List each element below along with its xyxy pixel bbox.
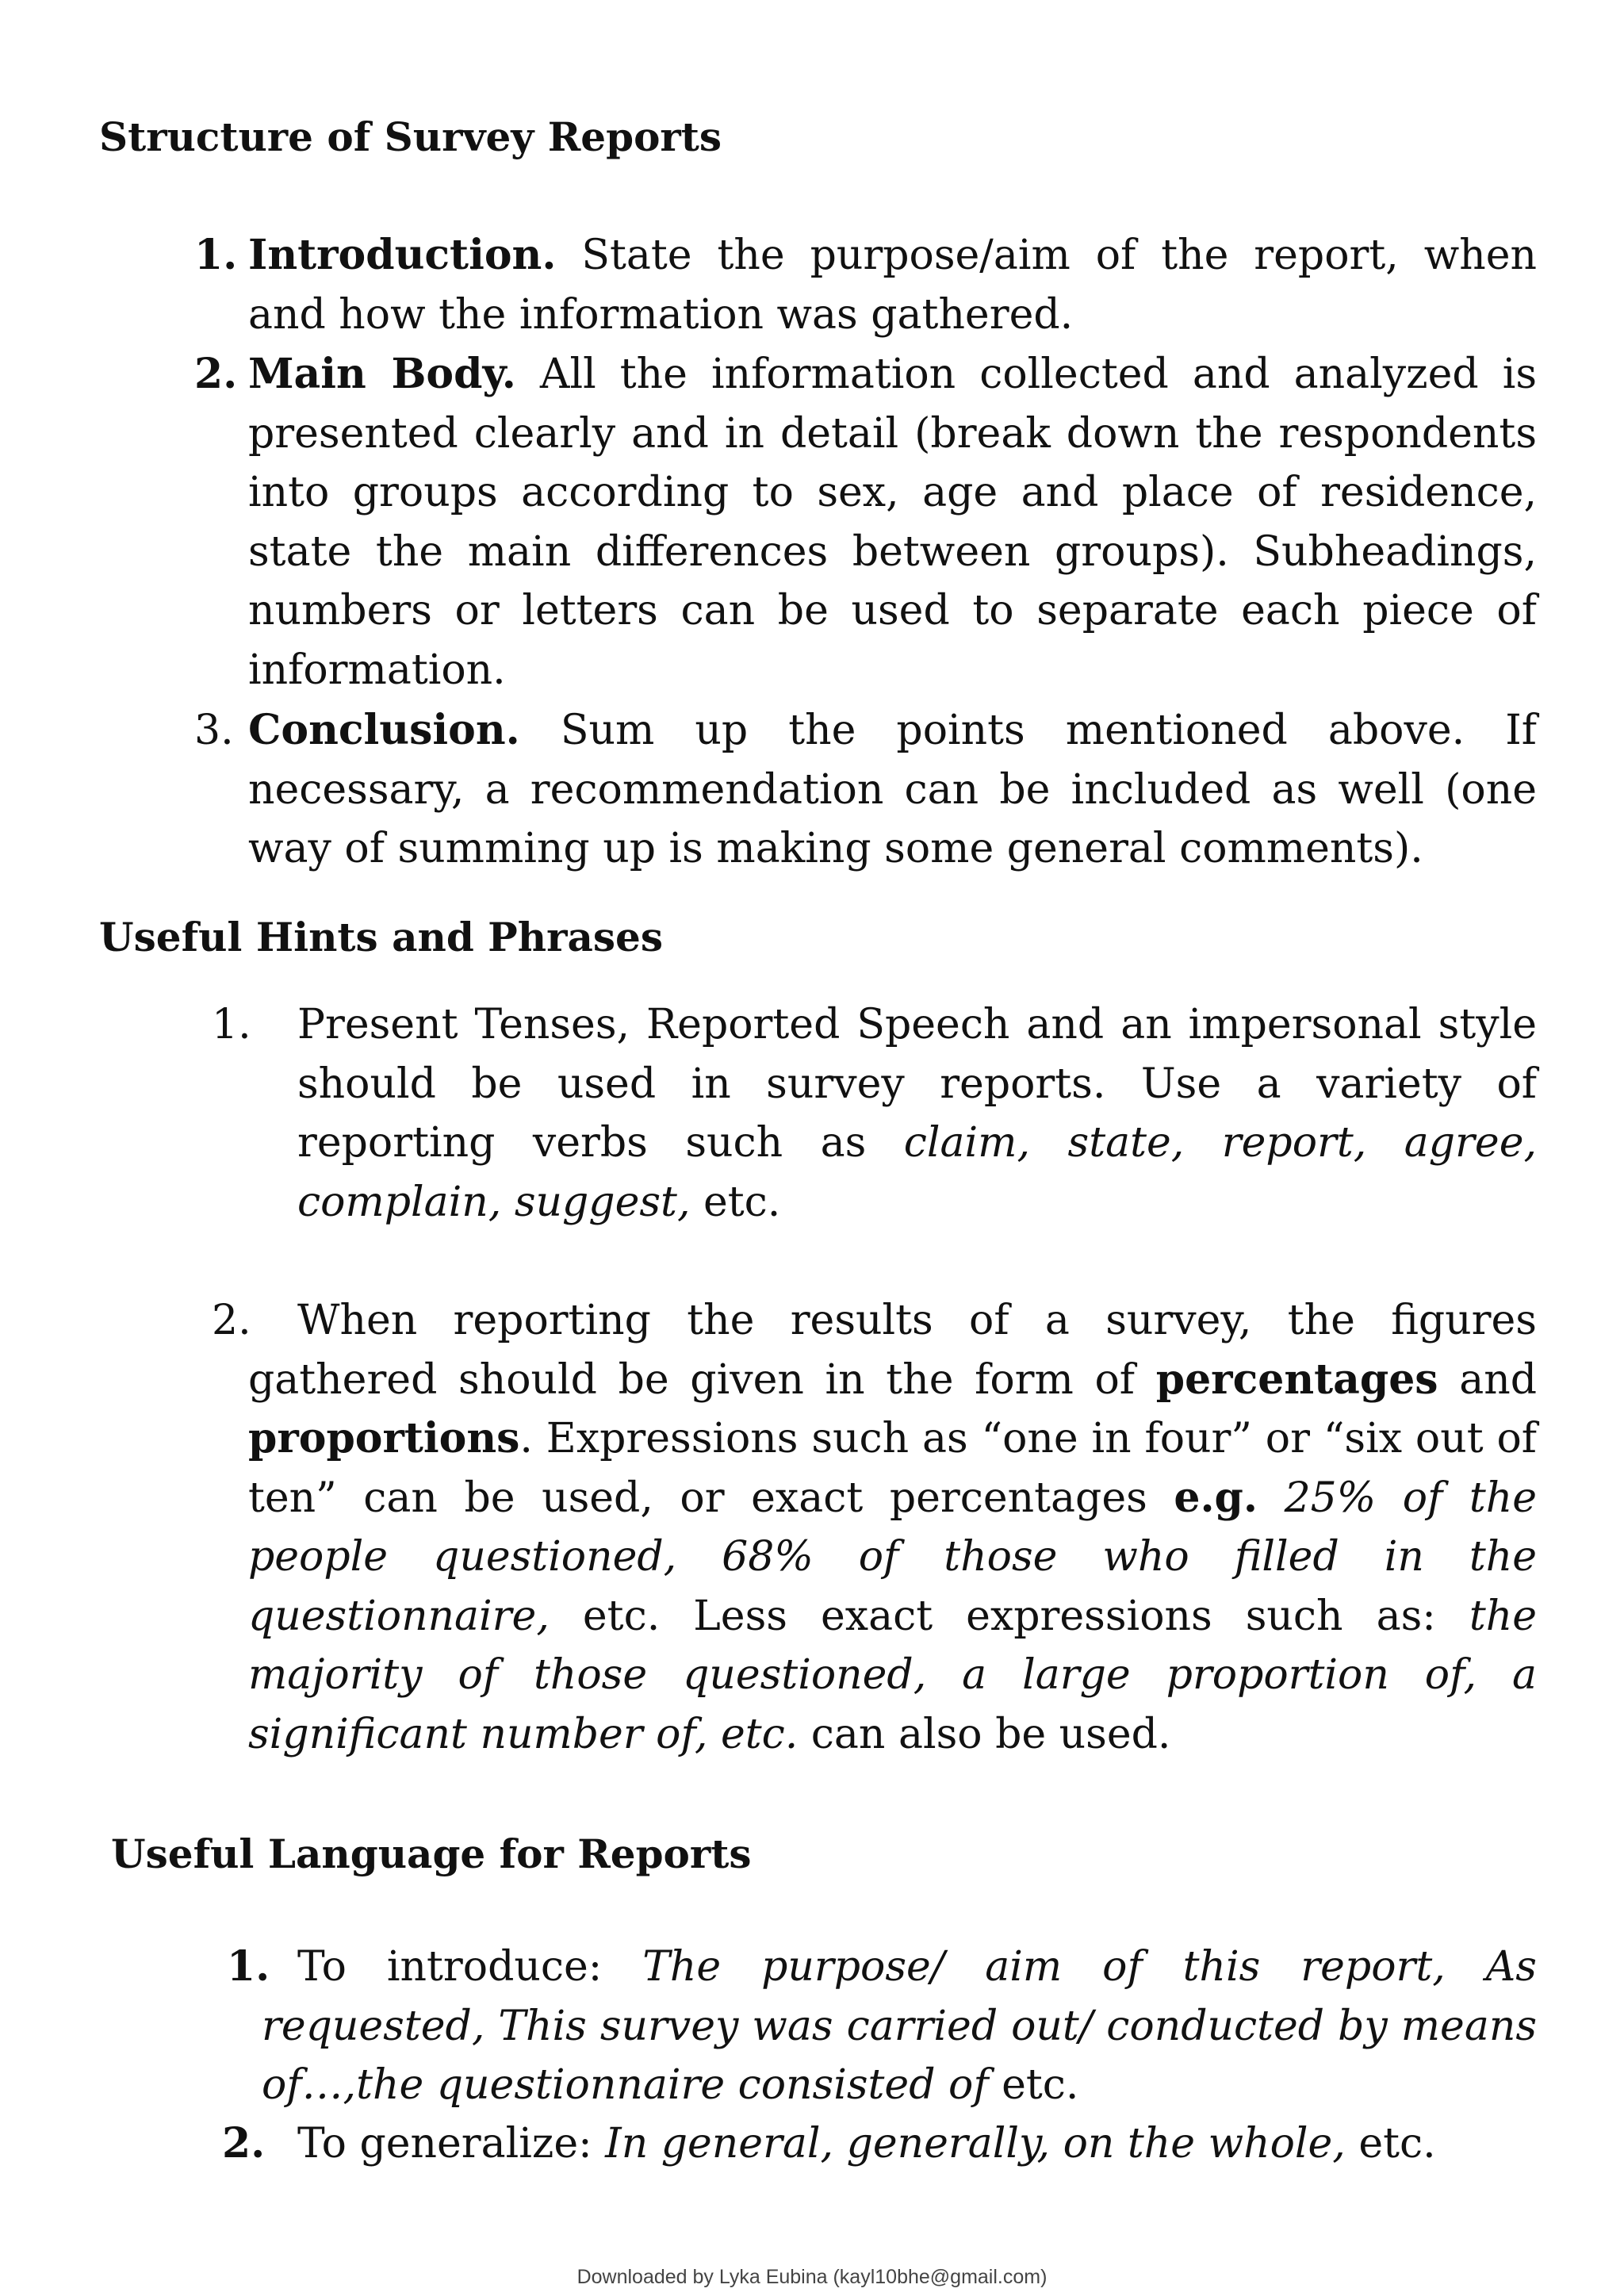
item-label: Introduction.: [248, 231, 557, 279]
language-heading: Useful Language for Reports: [111, 1830, 752, 1877]
structure-heading: Structure of Survey Reports: [99, 113, 722, 160]
structure-item-conclusion: [194, 701, 1538, 879]
item-label: Conclusion.: [248, 706, 520, 754]
download-footer: Downloaded by Lyka Eubina (kayl10bhe@gmail.com): [576, 2266, 1048, 2288]
list-item-text: [248, 345, 1537, 700]
list-number: 2.: [194, 350, 238, 398]
hints-item-2: [212, 1291, 1538, 1764]
list-number: 1.: [212, 1001, 251, 1048]
item-label: Main Body.: [248, 350, 516, 398]
list-item-text: Present Tenses, Reported Speech and an impersonal style should be used in survey reports. Use a variety of reporting verbs such as claim, state, report, agree, complain, suggest, etc.: [297, 1001, 1537, 1226]
list-item-text: [248, 701, 1537, 879]
language-item-2: [222, 2114, 1537, 2174]
list-number: 2.: [212, 1297, 251, 1344]
structure-item-introduction: [194, 226, 1538, 344]
list-item-text: When reporting the results of a survey, the figures gathered should be given in the form of percentages and proportions. Expressions such as “one in four” or “six out of ten” can be used, or exact percentages e.g. 25% of the people questioned, 68% of those who filled in the questionnaire, etc. Less exact expressions such as: the majority of those questioned, a large proportion of, a significant number of, etc. can also be used.: [248, 1297, 1538, 1758]
list-item-text: [248, 226, 1537, 344]
hints-item-1: [212, 995, 1537, 1232]
list-number: 3.: [194, 707, 234, 754]
list-number: 1.: [194, 231, 238, 279]
hints-heading: Useful Hints and Phrases: [99, 914, 663, 960]
item-body: All the information collected and analyzed is presented clearly and in detail (break down the respondents into groups according to sex, age and place of residence, state the main differences between groups). Subheadings, numbers or letters can be used to separate each piece of information.: [248, 351, 1538, 694]
item-body: Sum up the points mentioned above. If necessary, a recommendation can be included as well (one way of summing up is making some general comments).: [248, 707, 1538, 872]
list-item-text: To generalize: In general, generally, on the whole, etc.: [297, 2120, 1436, 2168]
list-item-text: To introduce: The purpose/ aim of this report, As requested, This survey was carried out/ conducted by means of…,the questionnaire consisted of etc.: [262, 1943, 1537, 2109]
structure-item-main-body: [194, 345, 1538, 700]
language-item-1: [227, 1938, 1537, 2115]
list-number: 1.: [227, 1942, 270, 1991]
list-number: 2.: [222, 2119, 266, 2168]
item-body: State the purpose/aim of the report, when and how the information was gathered.: [248, 232, 1538, 339]
